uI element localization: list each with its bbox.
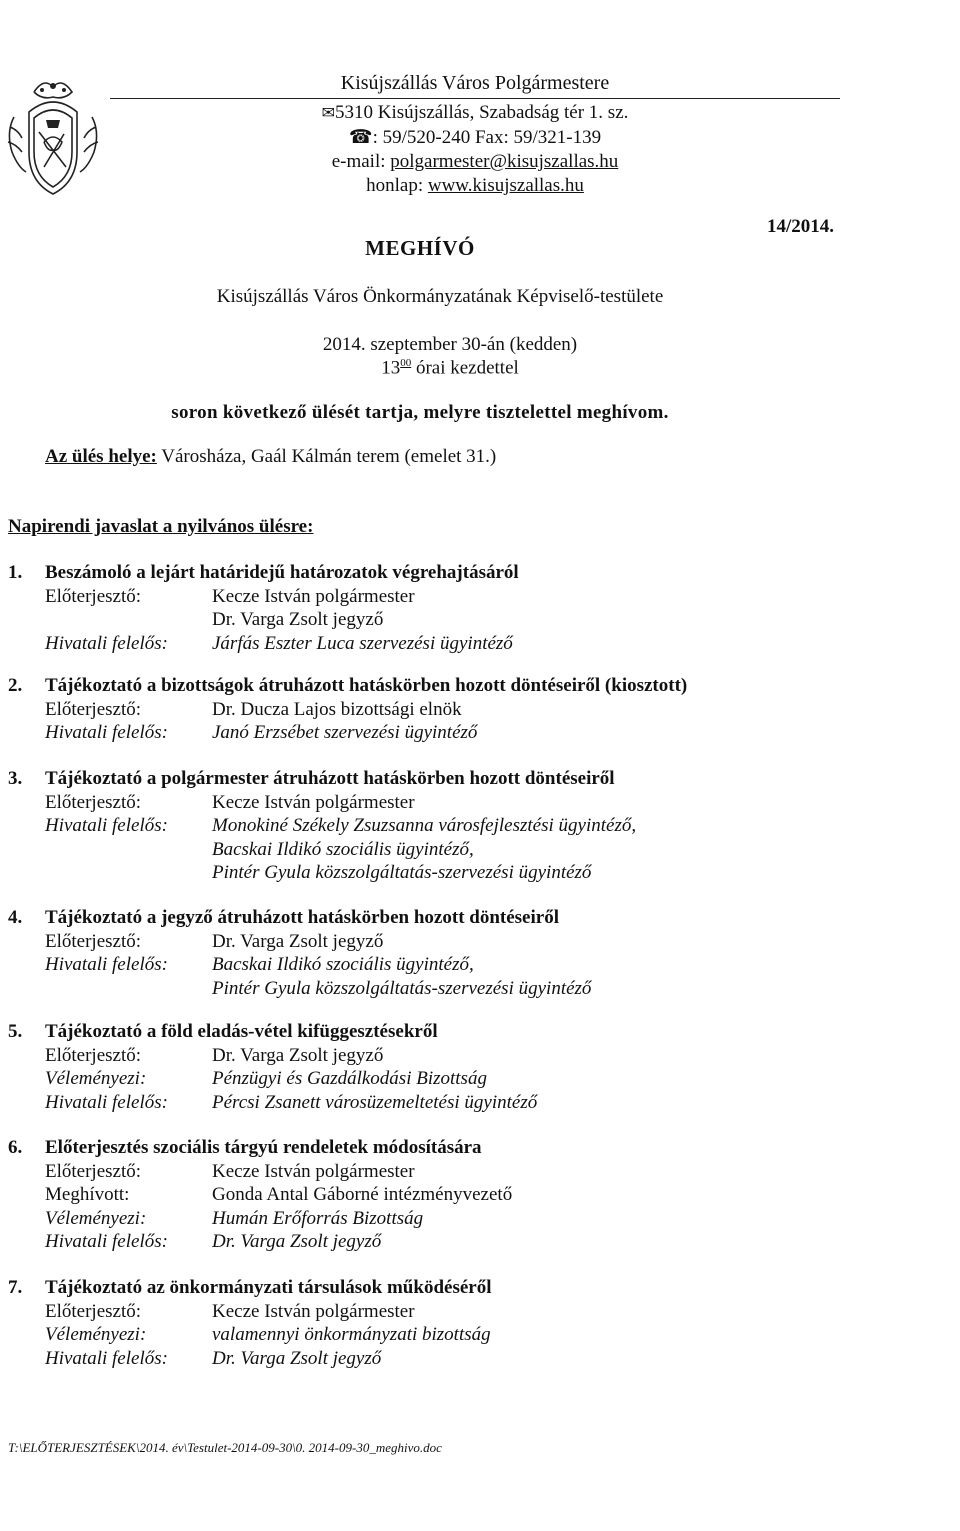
agenda-item-number: 2. [8, 675, 23, 696]
detail-value: Dr. Ducza Lajos bizottsági elnök [212, 698, 462, 720]
coat-of-arms-logo [4, 72, 102, 200]
detail-value: Bacskai Ildikó szociális ügyintéző, [212, 838, 474, 860]
detail-value: Dr. Varga Zsolt jegyző [212, 930, 384, 952]
agenda-item-number: 3. [8, 768, 23, 789]
detail-label: Véleményezi: [45, 1068, 147, 1089]
envelope-icon: ✉ [321, 105, 335, 122]
address-line: ✉5310 Kisújszállás, Szabadság tér 1. sz. [321, 102, 629, 123]
detail-value: Kecze István polgármester [212, 1300, 415, 1322]
agenda-item-number: 5. [8, 1021, 23, 1042]
detail-value: Dr. Varga Zsolt jegyző [212, 1347, 382, 1369]
detail-label: Hivatali felelős: [45, 632, 168, 654]
detail-value: Dr. Varga Zsolt jegyző [212, 609, 384, 630]
agenda-item-title: Tájékoztató a bizottságok átruházott hatáskörben hozott döntéseiről (kiosztott) [45, 675, 688, 696]
meeting-summary: soron következő ülését tartja, melyre tisztelettel meghívom. [171, 402, 669, 423]
detail-value: Pintér Gyula közszolgáltatás-szervezési ügyintéző [212, 977, 592, 999]
detail-label: Hivatali felelős: [45, 1091, 168, 1113]
agenda-item-title: Tájékoztató a jegyző átruházott hatáskörben hozott döntéseiről [45, 907, 559, 928]
council-name: Kisújszállás Város Önkormányzatának Képviselő-testülete [216, 286, 664, 307]
agenda-item-title: Tájékoztató az önkormányzati társulások működéséről [45, 1277, 492, 1298]
email-link[interactable]: polgarmester@kisujszallas.hu [390, 151, 619, 172]
website-line: honlap: www.kisujszallas.hu [366, 175, 584, 196]
detail-value: Pintér Gyula közszolgáltatás-szervezési ügyintéző [212, 862, 592, 883]
detail-value: Kecze István polgármester [212, 791, 415, 813]
agenda-heading: Napirendi javaslat a nyilvános ülésre: [8, 516, 314, 537]
agenda-item-number: 4. [8, 907, 23, 928]
detail-label: Véleményezi: [45, 1207, 147, 1229]
telephone-icon: ☎ [348, 127, 373, 148]
detail-label: Előterjesztő: [45, 791, 142, 813]
detail-label: Meghívott: [45, 1184, 130, 1205]
meeting-time: $13^{00}$ órai kezdettel [381, 357, 519, 379]
detail-value: Pénzügyi és Gazdálkodási Bizottság [212, 1068, 487, 1089]
detail-value: Janó Erzsébet szervezési ügyintéző [212, 722, 478, 743]
detail-label: Hivatali felelős: [45, 1231, 168, 1252]
detail-label: Hivatali felelős: [45, 1347, 168, 1369]
agenda-item-number: 6. [8, 1137, 23, 1158]
detail-label: Előterjesztő: [45, 1300, 142, 1322]
detail-value: Bacskai Ildikó szociális ügyintéző, [212, 954, 474, 975]
agenda-item-title: Beszámoló a lejárt határidejű határozatok végrehajtásáról [45, 562, 519, 583]
detail-value: Monokiné Székely Zsuzsanna városfejlesztési ügyintéző, [212, 815, 637, 836]
detail-label: Hivatali felelős: [45, 815, 168, 836]
venue-label: Az ülés helye: [45, 446, 157, 467]
file-path-footer: T:\ELŐTERJESZTÉSEK\2014. év\Testulet-2014-09-30\0. 2014-09-30_meghivo.doc [8, 1440, 442, 1455]
office-title: Kisújszállás Város Polgármestere [340, 72, 610, 94]
agenda-item-number: 1. [8, 562, 23, 583]
detail-value: Kecze István polgármester [212, 585, 415, 607]
detail-label: Előterjesztő: [45, 1160, 142, 1182]
detail-label: Előterjesztő: [45, 930, 142, 952]
agenda-item-number: 7. [8, 1277, 23, 1298]
detail-value: Gonda Antal Gáborné intézményvezető [212, 1184, 513, 1205]
agenda-item-title: Tájékoztató a polgármester átruházott hatáskörben hozott döntéseiről [45, 768, 615, 789]
detail-value: Kecze István polgármester [212, 1160, 415, 1182]
agenda-item-title: Tájékoztató a föld eladás-vétel kifüggesztésekről [45, 1021, 438, 1042]
website-link[interactable]: www.kisujszallas.hu [427, 175, 584, 196]
detail-value: Pércsi Zsanett városüzemeltetési ügyintéző [212, 1091, 538, 1113]
detail-value: Dr. Varga Zsolt jegyző [212, 1231, 382, 1252]
meeting-date: 2014. szeptember 30-án (kedden) [322, 334, 578, 355]
detail-value: Dr. Varga Zsolt jegyző [212, 1044, 384, 1066]
detail-label: Előterjesztő: [45, 585, 142, 607]
document-title: MEGHÍVÓ [365, 236, 475, 260]
detail-label: Előterjesztő: [45, 698, 142, 720]
venue-value: Városháza, Gaál Kálmán terem (emelet 31.) [156, 446, 497, 467]
agenda-item-title: Előterjesztés szociális tárgyú rendeletek módosítására [45, 1137, 482, 1158]
phone-line: ☎: 59/520-240 Fax: 59/321-139 [348, 127, 602, 148]
reference-number: 14/2014. [766, 216, 834, 237]
detail-label: Hivatali felelős: [45, 954, 168, 975]
detail-value: Humán Erőforrás Bizottság [212, 1207, 424, 1229]
letterhead [110, 72, 840, 198]
detail-value: Járfás Eszter Luca szervezési ügyintéző [212, 632, 513, 654]
header-divider [110, 98, 840, 99]
detail-label: Előterjesztő: [45, 1044, 142, 1066]
email-line: e-mail: polgarmester@kisujszallas.hu [331, 151, 619, 172]
detail-label: Véleményezi: [45, 1324, 147, 1345]
detail-label: Hivatali felelős: [45, 722, 168, 743]
venue-line [45, 446, 496, 468]
detail-value: valamennyi önkormányzati bizottság [212, 1324, 491, 1345]
